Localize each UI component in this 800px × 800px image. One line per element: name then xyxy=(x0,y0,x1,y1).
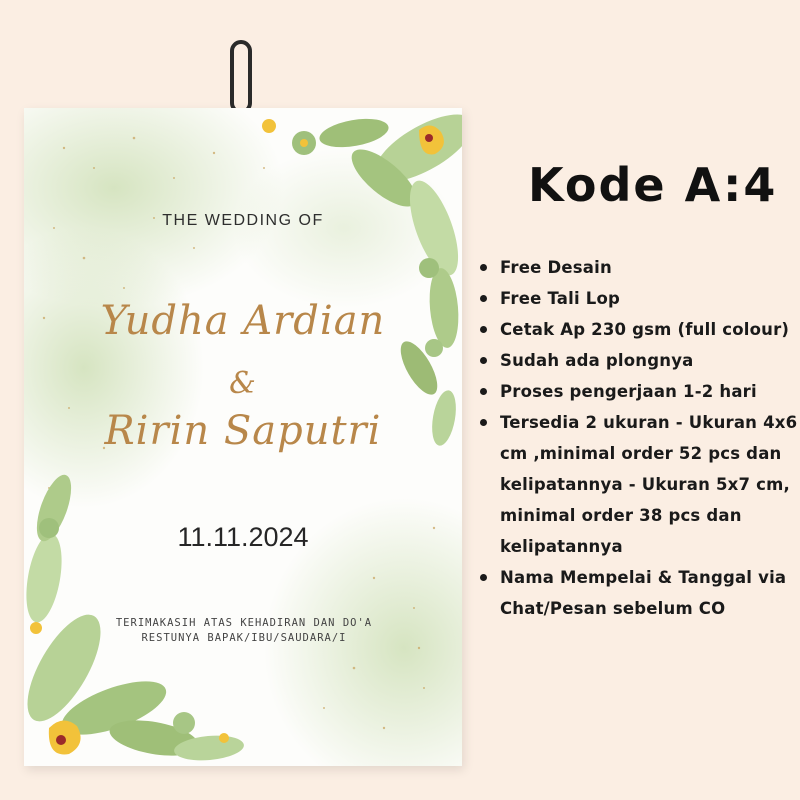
bullet-icon xyxy=(480,357,487,364)
hanging-string-loop xyxy=(230,40,252,114)
thanks-text xyxy=(84,616,404,646)
feature-list xyxy=(478,252,798,624)
thanks-line-1: TERIMAKASIH ATAS KEHADIRAN DAN DO'A xyxy=(115,617,373,629)
feature-text: Proses pengerjaan 1-2 hari xyxy=(500,382,757,401)
bullet-icon xyxy=(480,326,487,333)
thanks-line-2: RESTUNYA BAPAK/IBU/SAUDARA/I xyxy=(141,632,347,644)
feature-item xyxy=(478,252,798,283)
feature-text: Tersedia 2 ukuran - Ukuran 4x6 cm ,minimal order 52 pcs dan kelipatannya - Ukuran 5x7 cm, minimal order 38 pcs dan kelipatannya xyxy=(500,413,798,556)
bullet-icon xyxy=(480,295,487,302)
product-code-title: Kode A:4 xyxy=(528,158,778,212)
wedding-date: 11.11.2024 xyxy=(177,522,309,552)
feature-text: Sudah ada plongnya xyxy=(500,351,694,370)
feature-item xyxy=(478,283,798,314)
feature-item xyxy=(478,376,798,407)
feature-item xyxy=(478,407,798,562)
wedding-heading: THE WEDDING OF xyxy=(162,212,324,229)
bullet-icon xyxy=(480,264,487,271)
feature-item xyxy=(478,562,798,624)
bullet-icon xyxy=(480,419,487,426)
feature-text: Cetak Ap 230 gsm (full colour) xyxy=(500,320,790,339)
groom-name: Yudha Ardian xyxy=(100,298,386,344)
feature-item xyxy=(478,314,798,345)
wedding-tag-card xyxy=(24,108,462,766)
feature-text: Free Desain xyxy=(500,258,612,277)
bullet-icon xyxy=(480,574,487,581)
bride-name: Ririn Saputri xyxy=(104,408,382,454)
bullet-icon xyxy=(480,388,487,395)
feature-item xyxy=(478,345,798,376)
feature-text: Free Tali Lop xyxy=(500,289,621,308)
ampersand: & xyxy=(229,366,257,401)
feature-text: Nama Mempelai & Tanggal via Chat/Pesan sebelum CO xyxy=(500,568,787,618)
